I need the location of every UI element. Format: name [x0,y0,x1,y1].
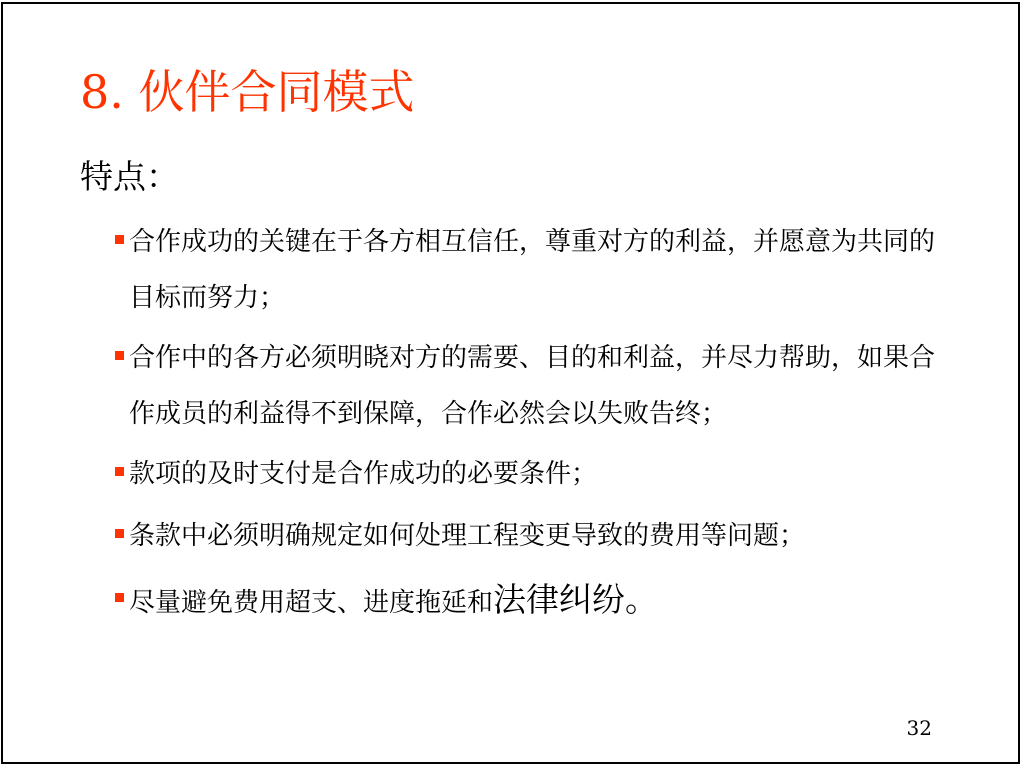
square-bullet-icon [115,593,124,602]
bullet-item [112,214,952,326]
bullet-text-emphasis: 法律纠纷 [493,580,626,619]
square-bullet-icon [115,529,124,538]
square-bullet-icon [115,351,124,360]
page-number: 32 [906,716,932,740]
bullet-text: 合作中的各方必须明晓对方的需要、目的和利益，并尽力帮助，如果合作成员的利益得不到保障，合作必然会以失败告终； [129,343,936,429]
bullet-item [112,330,952,442]
bullet-text: 款项的及时支付是合作成功的必要条件； [129,459,598,489]
bullet-text-end: 。 [625,580,659,619]
bullet-text: 合作成功的关键在于各方相互信任，尊重对方的利益，并愿意为共同的目标而努力； [129,227,936,313]
section-heading: 特点： [80,157,179,196]
bullet-item [112,508,952,564]
bullet-text-start: 尽量避免费用超支、进度拖延和 [129,588,494,618]
square-bullet-icon [115,467,124,476]
slide-title: 8. 伙伴合同模式 [80,65,415,119]
bullet-item [112,572,952,631]
bullet-list [112,214,952,635]
square-bullet-icon [115,235,124,244]
bullet-item [112,446,952,502]
bullet-text: 条款中必须明确规定如何处理工程变更导致的费用等问题； [129,521,806,551]
